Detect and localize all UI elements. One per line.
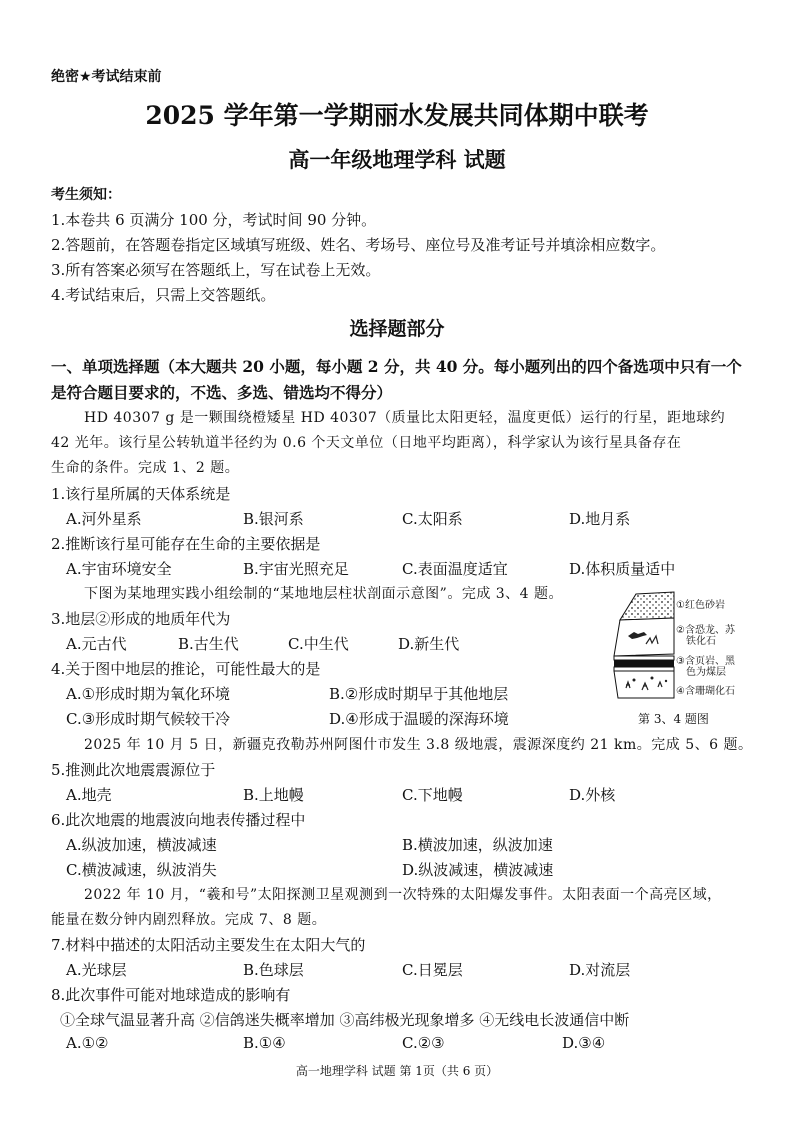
figure-label-2b: 铁化石 xyxy=(686,636,716,647)
notice-item: 1.本卷共 6 页满分 100 分，考试时间 90 分钟。 xyxy=(51,211,377,229)
notice-heading: 考生须知： xyxy=(51,187,121,203)
option-a: A.元古代 xyxy=(66,635,127,653)
section-title: 选择题部分 xyxy=(349,318,445,340)
material-paragraph: HD 40307 g 是一颗围绕橙矮星 HD 40307（质量比太阳更轻，温度更低）运行的行星，距地球约 xyxy=(84,410,726,426)
option-a: A.河外星系 xyxy=(66,510,142,528)
page-footer: 高一地理学科 试题 第 1页（共 6 页） xyxy=(295,1064,499,1078)
notice-item: 4.考试结束后，只需上交答题纸。 xyxy=(51,286,276,304)
notice-item: 2.答题前，在答题卷指定区域填写班级、姓名、考场号、座位号及准考证号并填涂相应数字。 xyxy=(51,236,666,254)
figure-label-2: ②含恐龙、苏 xyxy=(676,625,735,636)
question-stem: 7.材料中描述的太阳活动主要发生在太阳大气的 xyxy=(51,936,366,954)
option-a: A.地壳 xyxy=(66,786,112,804)
question-stem: 6.此次地震的地震波向地表传播过程中 xyxy=(51,811,306,829)
option-a: A.①② xyxy=(66,1034,109,1052)
option-d: D.④形成于温暖的深海环境 xyxy=(329,710,509,728)
option-c: C.②③ xyxy=(402,1034,445,1052)
option-d: D.外核 xyxy=(569,786,616,804)
option-c: C.表面温度适宜 xyxy=(402,560,508,578)
notice-item: 3.所有答案必须写在答题纸上，写在试卷上无效。 xyxy=(51,261,381,279)
question-stem: 2.推断该行星可能存在生命的主要依据是 xyxy=(51,535,321,553)
option-c: C.横波减速，纵波消失 xyxy=(66,861,217,879)
section-instruction: 一、单项选择题（本大题共 20 小题，每小题 2 分，共 40 分。每小题列出的四个备选项中只有一个 xyxy=(51,357,742,376)
option-b: B.色球层 xyxy=(243,961,304,979)
option-c: C.太阳系 xyxy=(402,510,463,528)
option-d: D.纵波减速，横波减速 xyxy=(402,861,554,879)
material-paragraph: 2022 年 10 月，“羲和号”太阳探测卫星观测到一次特殊的太阳爆发事件。太阳表面一个高亮区域， xyxy=(84,887,722,903)
figure-label-1: ①红色砂岩 xyxy=(676,600,725,611)
material-paragraph: 能量在数分钟内剧烈释放。完成 7、8 题。 xyxy=(51,912,327,928)
option-c: C.③形成时期气候较干冷 xyxy=(66,710,231,728)
option-d: D.③④ xyxy=(562,1034,606,1052)
option-d: D.新生代 xyxy=(398,635,460,653)
option-b: B.银河系 xyxy=(243,510,304,528)
option-a: A.光球层 xyxy=(66,961,127,979)
material-paragraph: 2025 年 10 月 5 日，新疆克孜勒苏州阿图什市发生 3.8 级地震，震源深度约 21 km。完成 5、6 题。 xyxy=(84,737,753,753)
option-d: D.地月系 xyxy=(569,510,631,528)
figure-caption: 第 3、4 题图 xyxy=(638,712,709,726)
statement-list: ①全球气温显著升高 ②信鸽迷失概率增加 ③高纬极光现象增多 ④无线电长波通信中断 xyxy=(60,1011,630,1029)
figure-label-4: ④含珊瑚化石 xyxy=(676,686,735,697)
option-c: C.下地幔 xyxy=(402,786,463,804)
option-b: B.古生代 xyxy=(178,635,239,653)
option-c: C.中生代 xyxy=(288,635,349,653)
material-paragraph: 生命的条件。完成 1、2 题。 xyxy=(51,460,240,476)
option-b: B.上地幔 xyxy=(243,786,304,804)
option-a: A.①形成时期为氧化环境 xyxy=(66,685,231,703)
option-a: A.纵波加速，横波减速 xyxy=(66,836,217,854)
option-c: C.日冕层 xyxy=(402,961,463,979)
exam-subtitle: 高一年级地理学科 试题 xyxy=(288,147,506,172)
material-paragraph: 42 光年。该行星公转轨道半径约为 0.6 个天文单位（日地平均距离），科学家认为该行星具备存在 xyxy=(51,435,682,451)
question-stem: 8.此次事件可能对地球造成的影响有 xyxy=(51,986,291,1004)
question-stem: 5.推测此次地震震源位于 xyxy=(51,761,216,779)
exam-title: 2025 学年第一学期丽水发展共同体期中联考 xyxy=(145,101,649,130)
figure-label-3b: 色为煤层 xyxy=(686,667,726,678)
option-b: B.①④ xyxy=(243,1034,286,1052)
option-a: A.宇宙环境安全 xyxy=(66,560,172,578)
question-stem: 1.该行星所属的天体系统是 xyxy=(51,485,231,503)
option-d: D.对流层 xyxy=(569,961,631,979)
question-stem: 4.关于图中地层的推论，可能性最大的是 xyxy=(51,660,321,678)
option-b: B.宇宙光照充足 xyxy=(243,560,349,578)
material-paragraph: 下图为某地理实践小组绘制的“某地地层柱状剖面示意图”。完成 3、4 题。 xyxy=(84,586,564,602)
confidential-mark: 绝密★考试结束前 xyxy=(51,69,162,85)
option-b: B.②形成时期早于其他地层 xyxy=(329,685,509,703)
section-instruction: 是符合题目要求的，不选、多选、错选均不得分） xyxy=(51,383,393,402)
option-b: B.横波加速，纵波加速 xyxy=(402,836,553,854)
option-d: D.体积质量适中 xyxy=(569,560,676,578)
question-stem: 3.地层②形成的地质年代为 xyxy=(51,610,231,628)
figure-label-3: ③含页岩、黑 xyxy=(676,656,735,667)
